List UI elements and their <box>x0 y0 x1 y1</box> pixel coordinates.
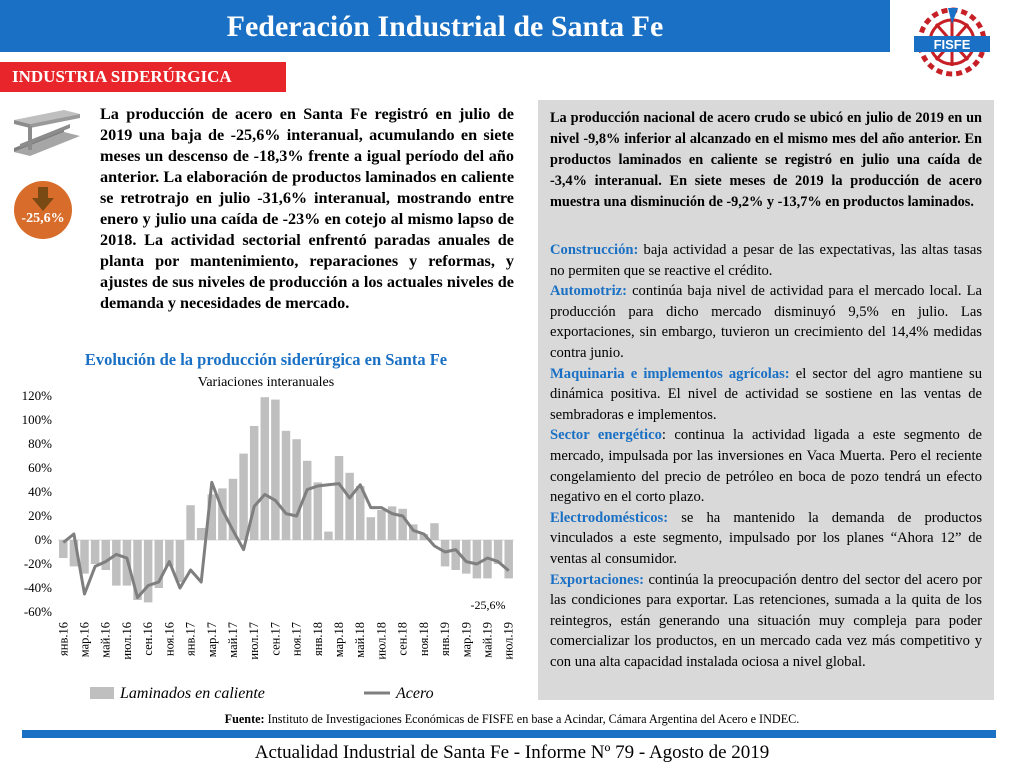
sector-text: se ha mantenido la demanda de productos vinculados a este segmento, impulsado por los planes “Ahora 12” de ventas al consumidor. <box>550 509 982 567</box>
sector-text: el sector del agro mantiene su dinámica positiva. El nivel de actividad se sostiene en las ventas de sembradoras e implementos. <box>550 365 982 423</box>
bar-laminados <box>80 540 88 574</box>
bar-laminados <box>473 540 481 578</box>
legend-label-acero: Acero <box>396 685 434 702</box>
y-tick-label: 40% <box>28 484 52 499</box>
sector-text: : continua la actividad ligada a este segmento de mercado, impulsada por las inversiones en Vaca Muerta. Pero el reciente congelamiento del precio de petróleo en boca de pozo tendrá un efecto negativo en el corto plazo. <box>550 427 982 506</box>
source-label: Fuente: <box>224 712 265 726</box>
down-arrow-icon <box>32 187 54 211</box>
y-tick-label: -20% <box>23 556 52 571</box>
sector-list <box>550 240 982 672</box>
section-tab <box>0 62 286 92</box>
x-tick-label: мар.17 <box>204 622 219 658</box>
page-title: Federación Industrial de Santa Fe <box>226 10 664 43</box>
intro-paragraph: La producción de acero en Santa Fe registró en julio de 2019 una baja de -25,6% interanual, acumulando en siete meses un descenso de -18,3% frente a igual período del año anterior. La elaboración de productos laminados en caliente se retrotrajo en julio -31,6% interanual, mostrando entre enero y julio una caída de -23% en cotejo al mismo lapso de 2018. La actividad sectorial enfrentó paradas anuales de planta por mantenimiento, reparaciones y reformas, y ajustes de sus niveles de producción a los actuales niveles de demanda y necesidades de mercado. <box>100 105 514 312</box>
sector-name: Exportaciones: <box>550 571 645 588</box>
chart-legend <box>90 685 434 702</box>
chart-title: Evolución de la producción siderúrgica en Santa Fe <box>84 350 448 369</box>
x-tick-label: янв.18 <box>310 622 325 656</box>
sector-item <box>550 240 982 281</box>
sector-name: Sector energético <box>550 427 662 444</box>
sector-text: continúa la preocupación dentro del sector del acero por las condiciones para exportar. Las retenciones, sumada a la quita de los reintegros, están generando una situación muy compleja para poder comercializar los productos, en un mercado cada vez más competitivo y con una alta capacidad instalada ociosa a nivel global. <box>550 571 982 670</box>
logo-text: FISFE <box>933 37 971 52</box>
y-tick-label: 20% <box>28 508 52 523</box>
bar-laminados <box>59 540 67 558</box>
x-tick-label: сен.17 <box>268 622 283 656</box>
y-tick-label: -40% <box>23 580 52 595</box>
legend-label-laminados: Laminados en caliente <box>120 685 265 702</box>
sector-text: continúa baja nivel de actividad para el mercado local. La producción para dicho mercado disminuyó 9,5% en julio. Las exportaciones, sin embargo, tuvieron un crecimiento del 14,4% medidas contra junio. <box>550 283 982 361</box>
x-tick-label: июл.16 <box>119 622 134 660</box>
y-tick-label: 80% <box>28 436 52 451</box>
bar-laminados <box>398 509 406 540</box>
x-tick-label: янв.16 <box>56 622 71 656</box>
header-bar <box>0 0 890 52</box>
x-tick-label: июл.17 <box>247 622 262 660</box>
x-tick-label: янв.19 <box>438 622 453 656</box>
sector-name: Maquinaria e implementos agrícolas: <box>550 365 790 382</box>
bar-laminados <box>504 540 512 578</box>
sector-name: Automotriz: <box>550 283 627 300</box>
fisfe-logo <box>906 4 998 84</box>
sector-item <box>550 281 982 363</box>
bar-laminados <box>271 400 279 540</box>
sector-item <box>550 425 982 507</box>
sector-text: baja actividad a pesar de las expectativas, las altas tasas no permiten que se reactive el crédito. <box>550 242 982 279</box>
section-label: INDUSTRIA SIDERÚRGICA <box>12 67 232 86</box>
bar-laminados <box>367 517 375 540</box>
bar-laminados <box>144 540 152 602</box>
x-tick-label: сен.16 <box>141 622 156 656</box>
y-tick-label: 0% <box>34 532 52 547</box>
sector-item <box>550 364 982 426</box>
bar-laminados <box>186 505 194 540</box>
x-tick-label: май.16 <box>98 622 113 658</box>
y-tick-label: 60% <box>28 460 52 475</box>
sector-name: Construcción: <box>550 242 639 258</box>
sector-name: Electrodomésticos: <box>550 509 669 526</box>
x-tick-label: ноя.17 <box>289 622 304 657</box>
bar-laminados <box>197 528 205 540</box>
bar-laminados <box>335 456 343 540</box>
footer-text: Actualidad Industrial de Santa Fe - Informe Nº 79 - Agosto de 2019 <box>254 742 770 763</box>
x-tick-label: мар.18 <box>332 622 347 658</box>
x-tick-label: ноя.18 <box>416 622 431 657</box>
bar-laminados <box>176 540 184 582</box>
x-tick-label: сен.18 <box>395 622 410 656</box>
x-tick-label: мар.16 <box>77 622 92 658</box>
x-tick-label: июл.19 <box>501 622 516 660</box>
source-note <box>0 712 1024 727</box>
source-text: Instituto de Investigaciones Económicas de FISFE en base a Acindar, Cámara Argentina del Acero e INDEC. <box>264 712 800 726</box>
bar-laminados <box>314 482 322 540</box>
right-panel <box>538 100 994 700</box>
bar-laminados <box>324 532 332 540</box>
steel-beam-icon <box>10 108 84 160</box>
bar-laminados <box>239 454 247 540</box>
x-tick-label: май.19 <box>480 622 495 658</box>
x-tick-label: мар.19 <box>459 622 474 658</box>
bar-laminados <box>377 510 385 540</box>
national-summary: La producción nacional de acero crudo se ubicó en julio de 2019 en un nivel -9,8% inferior al alcanzado en el mismo mes del año anterior. En productos laminados en caliente se registró en julio una caída de -3,4% interanual. En siete meses de 2019 la producción de acero muestra una disminución de -9,2% y -13,7% en productos laminados. <box>550 110 982 210</box>
sector-item <box>550 508 982 570</box>
sector-item <box>550 570 982 673</box>
bar-laminados <box>282 431 290 540</box>
bar-laminados <box>292 439 300 540</box>
y-tick-label: 100% <box>21 412 52 427</box>
decline-badge <box>14 181 72 239</box>
y-tick-label: 120% <box>21 388 52 403</box>
chart-subtitle: Variaciones interanuales <box>197 375 335 390</box>
x-tick-label: янв.17 <box>183 622 198 656</box>
legend-swatch-laminados <box>90 687 114 699</box>
annotation-label: -25,6% <box>470 598 506 612</box>
y-tick-label: -60% <box>23 604 52 619</box>
bar-laminados <box>345 473 353 540</box>
bar-laminados <box>91 540 99 564</box>
bar-laminados <box>261 397 269 540</box>
badge-value: -25,6% <box>21 211 65 226</box>
footer-bar <box>22 730 996 738</box>
bar-laminados <box>430 523 438 540</box>
x-tick-label: май.17 <box>225 622 240 658</box>
bar-laminados <box>101 540 109 570</box>
x-tick-label: ноя.16 <box>162 622 177 657</box>
x-tick-label: май.18 <box>353 622 368 658</box>
bar-laminados <box>112 540 120 586</box>
x-tick-label: июл.18 <box>374 622 389 660</box>
production-chart <box>6 346 526 708</box>
